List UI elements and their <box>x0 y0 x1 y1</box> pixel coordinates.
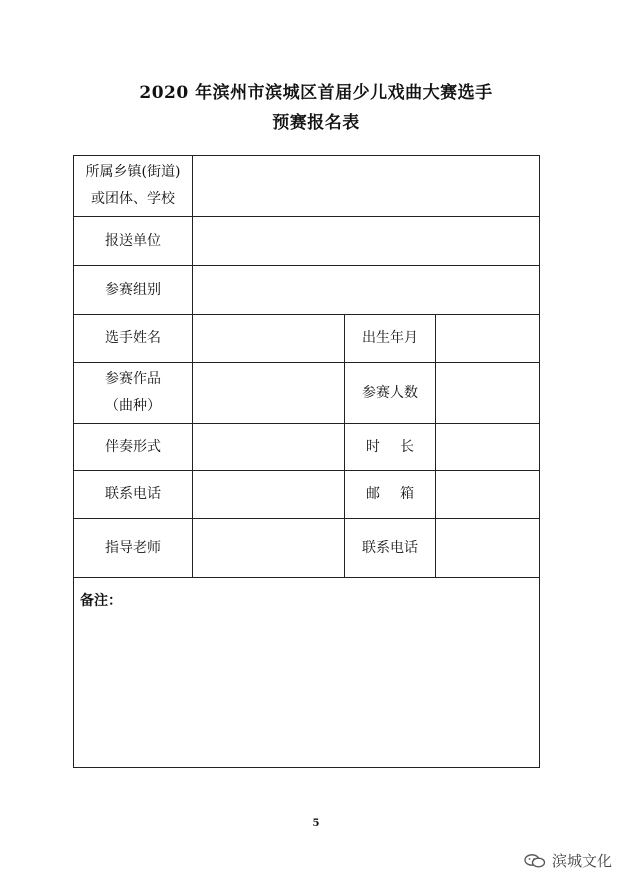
teacher-phone-label: 联系电话 <box>345 519 436 578</box>
affiliation-label-line-2: 或团体、学校 <box>91 191 175 207</box>
contact-row <box>74 471 540 519</box>
group-row <box>74 266 540 315</box>
name-row <box>74 315 540 363</box>
page-number: 5 <box>312 818 320 829</box>
work-label-line-1: 参赛作品 <box>105 371 161 387</box>
notes-row <box>74 578 540 768</box>
phone-field[interactable] <box>193 471 345 519</box>
notes-field[interactable] <box>74 578 540 768</box>
affiliation-label-line-1: 所属乡镇(街道) <box>85 164 181 180</box>
affiliation-label <box>74 156 193 217</box>
form-title-line-2: 预赛报名表 <box>272 113 360 133</box>
teacher-field[interactable] <box>193 519 345 578</box>
work-row <box>74 363 540 424</box>
duration-field[interactable] <box>436 424 540 471</box>
affiliation-field[interactable] <box>193 156 540 217</box>
notes-label: 备注： <box>80 593 122 609</box>
birth-label: 出生年月 <box>345 315 436 363</box>
watermark <box>524 850 612 871</box>
teacher-row <box>74 519 540 578</box>
name-label: 选手姓名 <box>74 315 193 363</box>
watermark-text: 滨城文化 <box>551 852 612 870</box>
work-label-line-2: （曲种） <box>105 398 161 414</box>
email-field[interactable] <box>436 471 540 519</box>
birth-field[interactable] <box>436 315 540 363</box>
accompaniment-label: 伴奏形式 <box>74 424 193 471</box>
work-label <box>74 363 193 424</box>
duration-label: 时长 <box>345 424 436 471</box>
group-label: 参赛组别 <box>74 266 193 315</box>
teacher-phone-field[interactable] <box>436 519 540 578</box>
registration-form-table <box>73 155 540 768</box>
work-field[interactable] <box>193 363 345 424</box>
accompaniment-row <box>74 424 540 471</box>
wechat-icon <box>524 854 546 868</box>
form-title-line-1: 2020 年滨州市滨城区首届少儿戏曲大赛选手 <box>139 83 493 103</box>
group-field[interactable] <box>193 266 540 315</box>
teacher-label: 指导老师 <box>74 519 193 578</box>
participants-field[interactable] <box>436 363 540 424</box>
email-label: 邮箱 <box>345 471 436 519</box>
accompaniment-field[interactable] <box>193 424 345 471</box>
unit-field[interactable] <box>193 217 540 266</box>
unit-label: 报送单位 <box>74 217 193 266</box>
participants-label: 参赛人数 <box>345 363 436 424</box>
phone-label: 联系电话 <box>74 471 193 519</box>
name-field[interactable] <box>193 315 345 363</box>
affiliation-row <box>74 156 540 217</box>
unit-row <box>74 217 540 266</box>
